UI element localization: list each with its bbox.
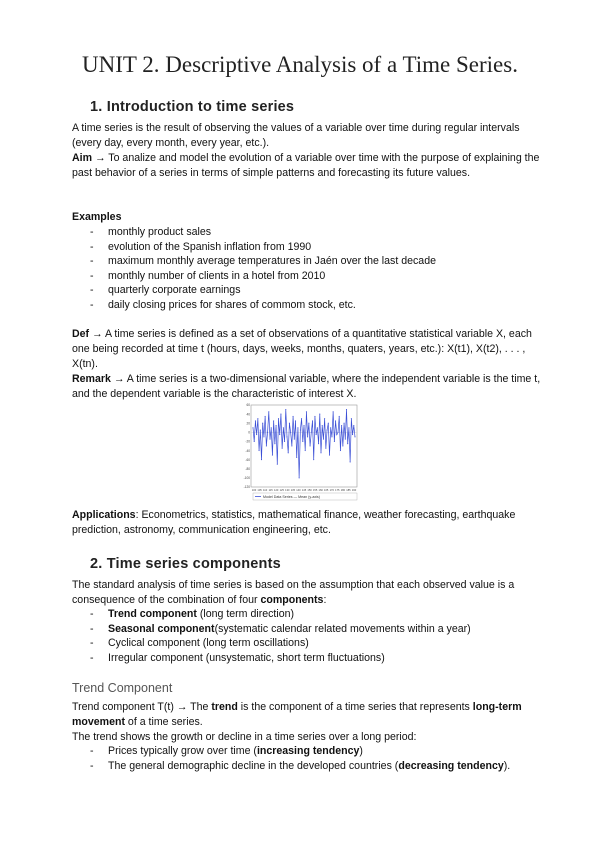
data-point	[337, 432, 338, 433]
data-point	[280, 414, 281, 415]
data-point	[317, 427, 318, 428]
y-tick-label: -40	[245, 448, 250, 453]
x-tick-label: 120	[274, 489, 279, 492]
y-tick-label: 40	[246, 412, 250, 417]
data-point	[350, 461, 351, 462]
trend-item-bold: decreasing tendency	[398, 759, 504, 772]
trend-text-e: of a time series.	[124, 716, 203, 728]
data-point	[318, 443, 319, 444]
y-tick-label: 0	[248, 430, 250, 435]
data-point	[297, 427, 298, 428]
intro-text: A time series is the result of observing the values of a variable over time during regular intervals (every day, every month, every year, etc.).	[72, 122, 520, 149]
y-tick-label: 60	[246, 403, 250, 408]
data-point	[260, 430, 261, 431]
data-point	[290, 432, 291, 433]
list-item: - maximum monthly average temperatures in Jaén over the last decade	[72, 254, 532, 269]
y-tick-label: -60	[245, 457, 250, 462]
data-point	[352, 434, 353, 435]
page-title: UNIT 2. Descriptive Analysis of a Time Series.	[82, 52, 518, 77]
data-point	[294, 439, 295, 440]
data-point	[302, 441, 303, 442]
x-tick-label: 135	[290, 489, 296, 492]
def-label: Def	[72, 328, 90, 340]
list-item: - quarterly corporate earnings	[72, 283, 532, 298]
data-point	[339, 416, 340, 417]
list-item: - monthly product sales	[72, 225, 532, 240]
trend-item-text: The general demographic decline in the developed countries (	[108, 759, 399, 772]
trend-item-bold: increasing tendency	[256, 745, 360, 757]
list-item	[72, 622, 532, 637]
data-point	[263, 436, 264, 437]
list-item	[72, 744, 532, 759]
trend-shows-text: The trend shows the growth or decline in a time series over a long period:	[72, 731, 417, 743]
list-item	[72, 759, 532, 774]
x-tick-label: 170	[329, 489, 334, 492]
trend-component-heading: Trend Component	[72, 681, 173, 695]
data-point	[324, 418, 325, 419]
data-point	[305, 450, 306, 451]
def-text: → A time series is defined as a set of observations of a quantitative statistical variable X, each one being recorded at time t (hours, days, weeks, months, quaters, years, etc.): X(t1), X(t2), . . . , X(tn).	[72, 328, 532, 370]
component-desc: Irregular component (unsystematic, short term fluctuations)	[108, 651, 385, 664]
data-point	[330, 427, 331, 428]
trend-item-text: ).	[503, 759, 511, 772]
x-tick-label: 175	[335, 489, 340, 492]
y-tick-label: -20	[245, 439, 250, 444]
y-tick-label: 20	[246, 421, 250, 426]
data-point	[257, 418, 258, 419]
components-colon: :	[323, 594, 327, 606]
trend-text-c: is the component of a time series that represents	[237, 701, 473, 713]
data-point	[267, 432, 268, 433]
x-tick-label: 150	[307, 489, 312, 492]
x-tick-label: 185	[346, 489, 351, 492]
x-tick-label: 160	[318, 489, 323, 492]
y-tick-label: -100	[243, 476, 250, 481]
data-point	[354, 436, 355, 437]
data-point	[303, 425, 304, 426]
intro-paragraph	[72, 121, 542, 181]
data-point	[269, 439, 270, 440]
data-point	[340, 450, 341, 451]
remark-label: Remark	[72, 373, 111, 385]
data-point	[310, 445, 311, 446]
data-point	[327, 430, 328, 431]
component-desc: (long term direction)	[196, 608, 295, 620]
data-point	[299, 477, 300, 478]
data-point	[259, 450, 260, 451]
x-tick-label: 155	[312, 489, 318, 492]
data-point	[284, 441, 285, 442]
data-point	[252, 427, 253, 428]
data-point	[333, 411, 334, 412]
x-tick-label: 105	[257, 489, 262, 492]
data-point	[301, 418, 302, 419]
data-point	[273, 420, 274, 421]
data-point	[334, 441, 335, 442]
data-point	[348, 427, 349, 428]
applications-text: : Econometrics, statistics, mathematical finance, weather forecasting, earthquake prediction, astronomy, communication engineering, etc.	[72, 509, 516, 536]
data-point	[344, 423, 345, 424]
data-point	[293, 416, 294, 417]
data-point	[271, 427, 272, 428]
section-2-heading: 2. Time series components	[90, 556, 281, 572]
data-point	[274, 443, 275, 444]
data-point	[347, 443, 348, 444]
x-tick-label: 180	[340, 489, 346, 492]
applications-label: Applications	[72, 509, 136, 521]
data-point	[255, 420, 256, 421]
data-point	[272, 455, 273, 456]
time-series-chart	[241, 401, 361, 503]
data-point	[336, 434, 337, 435]
remark-text: → A time series is a two-dimensional variable, where the independent variable is the time t, and the dependent variable is the characteristic of interest X.	[72, 373, 541, 400]
components-list	[72, 607, 532, 665]
data-point	[308, 423, 309, 424]
list-item	[72, 651, 532, 666]
data-point	[319, 414, 320, 415]
component-desc: Cyclical component (long term oscillations)	[108, 637, 309, 649]
data-point	[256, 434, 257, 435]
list-item	[72, 607, 532, 622]
data-point	[335, 420, 336, 421]
data-point	[311, 432, 312, 433]
data-point	[312, 420, 313, 421]
component-name: Seasonal component	[108, 622, 215, 635]
data-point	[268, 411, 269, 412]
data-point	[278, 418, 279, 419]
components-word: components	[260, 594, 324, 606]
data-point	[261, 459, 262, 460]
trend-text-b: trend	[211, 701, 238, 713]
examples-list	[72, 225, 532, 312]
data-point	[351, 418, 352, 419]
components-intro-text: The standard analysis of time series is based on the assumption that each observed value is a consequence of the combination of four	[72, 579, 515, 606]
trend-item-text: )	[359, 745, 363, 757]
x-tick-label: 110	[263, 489, 268, 492]
examples-label: Examples	[72, 211, 122, 223]
data-point	[328, 423, 329, 424]
trend-paragraph	[72, 700, 542, 745]
data-point	[307, 436, 308, 437]
data-point	[341, 425, 342, 426]
data-point	[329, 455, 330, 456]
y-tick-label: -120	[243, 485, 250, 490]
list-item: - daily closing prices for shares of commom stock, etc.	[72, 298, 532, 313]
applications-paragraph	[72, 508, 542, 538]
aim-label: Aim	[72, 152, 93, 164]
x-tick-label: 165	[324, 489, 329, 492]
data-point	[346, 409, 347, 410]
trend-examples-list	[72, 744, 532, 773]
x-tick-label: 190	[351, 489, 357, 492]
x-tick-label: 125	[279, 489, 284, 492]
data-point	[265, 416, 266, 417]
list-item	[72, 636, 532, 651]
data-point	[325, 448, 326, 449]
components-intro	[72, 578, 542, 608]
data-point	[282, 448, 283, 449]
definition-paragraph	[72, 327, 542, 402]
x-tick-label: 140	[296, 489, 301, 492]
list-item: - monthly number of clients in a hotel from 2010	[72, 269, 532, 284]
x-tick-label: 100	[251, 489, 257, 492]
component-name: Trend component	[108, 608, 197, 620]
section-1-heading: 1. Introduction to time series	[90, 99, 295, 115]
data-point	[266, 445, 267, 446]
data-point	[285, 409, 286, 410]
data-point	[316, 434, 317, 435]
x-tick-label: 145	[301, 489, 307, 492]
data-point	[322, 425, 323, 426]
x-tick-label: 115	[268, 489, 273, 492]
data-point	[291, 445, 292, 446]
trend-text-a: Trend component T(t) → The	[72, 701, 212, 713]
data-point	[288, 452, 289, 453]
trend-text-d: long-term movement	[72, 701, 522, 728]
chart-background	[241, 401, 361, 503]
data-point	[331, 436, 332, 437]
data-point	[345, 439, 346, 440]
data-point	[295, 420, 296, 421]
data-point	[314, 416, 315, 417]
data-point	[313, 459, 314, 460]
data-point	[323, 439, 324, 440]
examples-heading	[72, 210, 542, 225]
data-point	[262, 423, 263, 424]
trend-item-text: Prices typically grow over time (	[108, 745, 257, 757]
data-point	[296, 457, 297, 458]
data-point	[283, 427, 284, 428]
x-tick-label: 130	[285, 489, 290, 492]
data-point	[300, 430, 301, 431]
component-desc: (systematic calendar related movements within a year)	[214, 622, 471, 635]
data-point	[353, 425, 354, 426]
legend-text: Model Data Series — Mean (y-axis)	[263, 495, 320, 500]
aim-text: → To analize and model the evolution of a variable over time with the purpose of explaining the past behavior of a series in terms of simple patterns and forecasting its future values.	[72, 152, 540, 179]
data-point	[276, 425, 277, 426]
data-point	[342, 445, 343, 446]
data-point	[320, 452, 321, 453]
data-point	[289, 423, 290, 424]
data-point	[286, 436, 287, 437]
list-item: - evolution of the Spanish inflation from 1990	[72, 240, 532, 255]
data-point	[279, 434, 280, 435]
data-point	[254, 441, 255, 442]
data-point	[306, 411, 307, 412]
y-tick-label: -80	[245, 466, 250, 471]
data-point	[277, 464, 278, 465]
